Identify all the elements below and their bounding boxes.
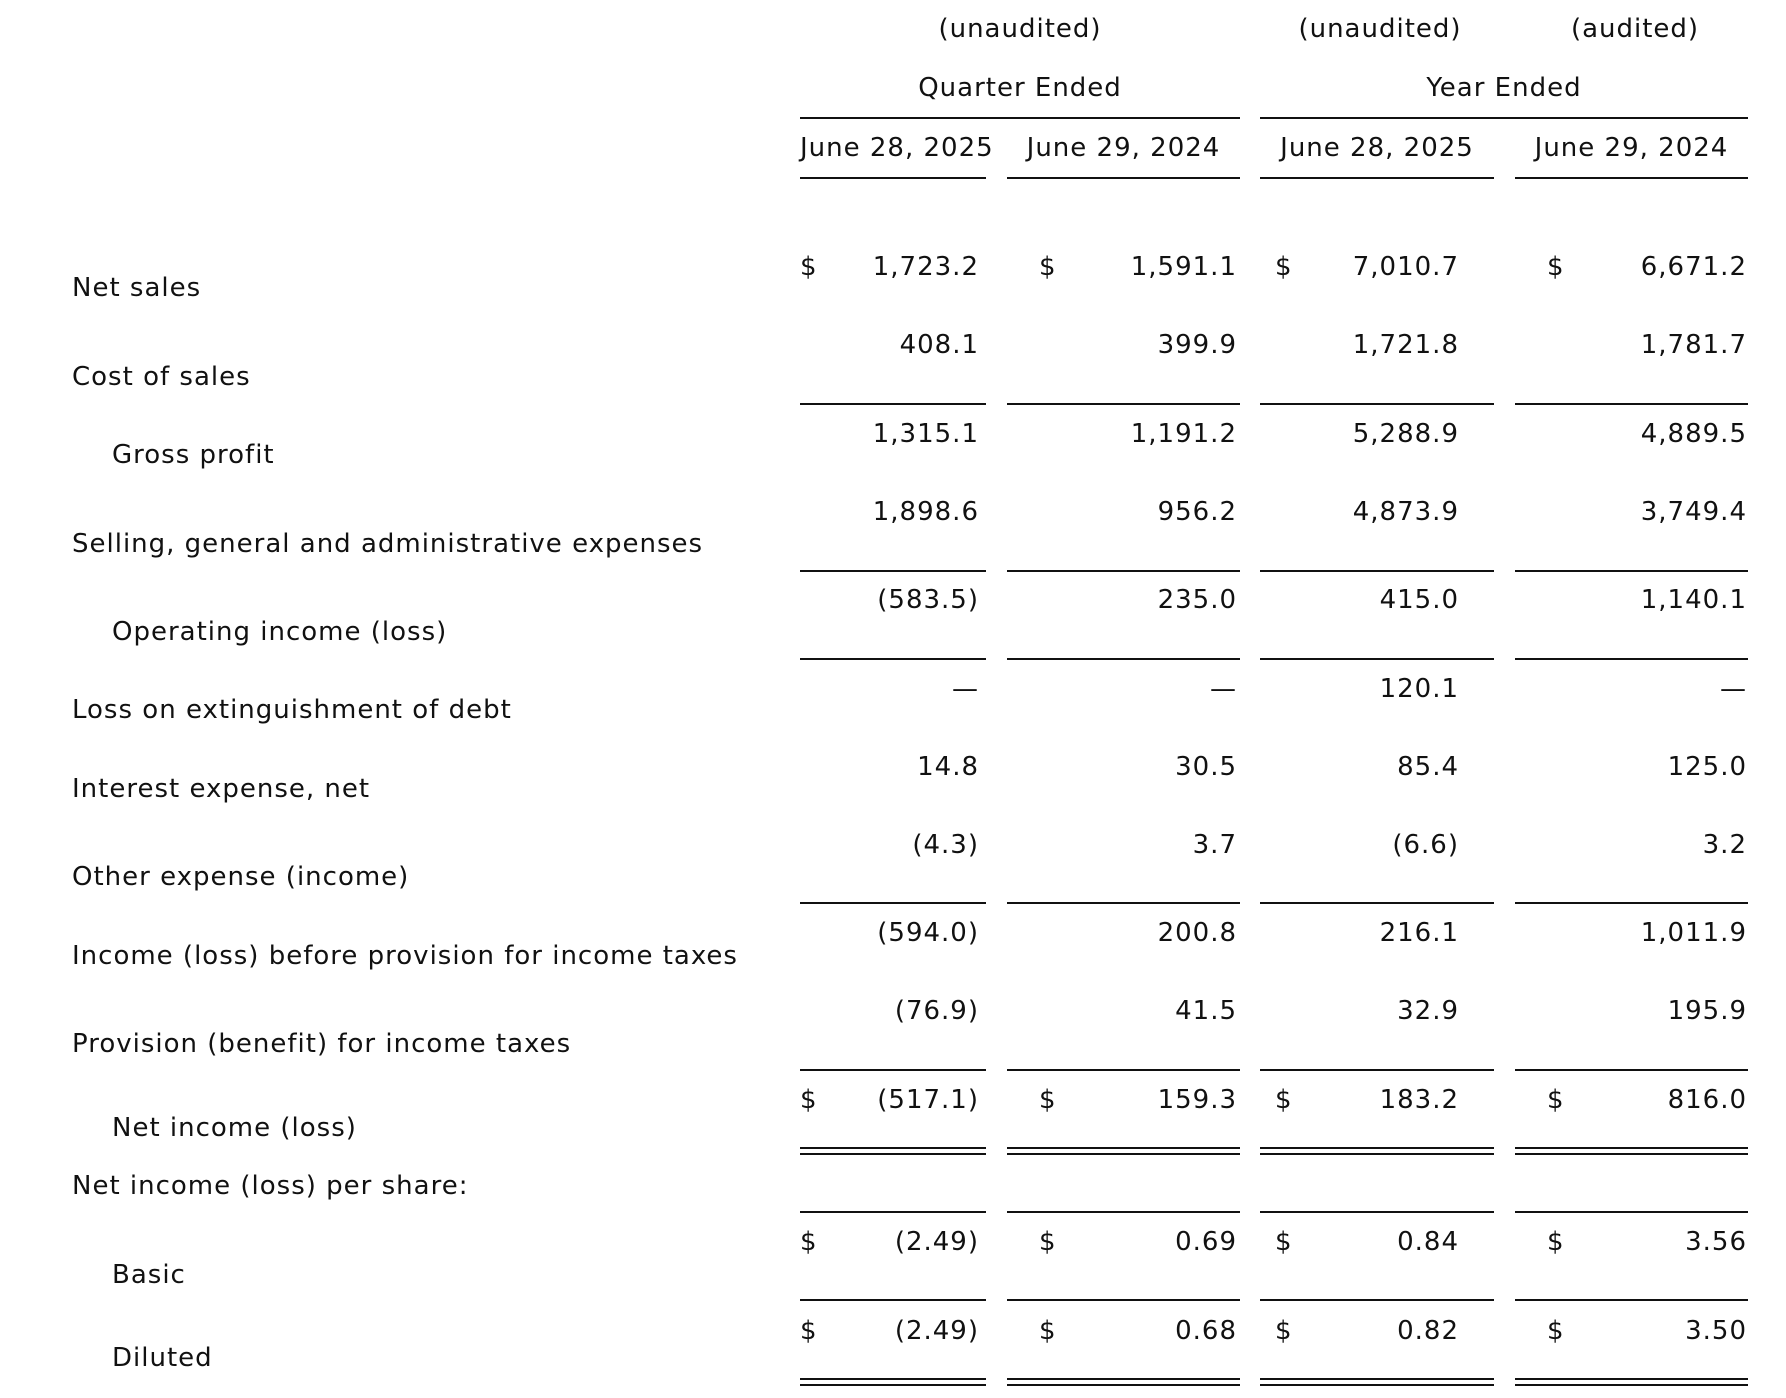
subtotal-rule bbox=[800, 1069, 986, 1071]
table-cell: 4,889.5 bbox=[1640, 419, 1747, 449]
row-label: Net sales bbox=[72, 273, 202, 303]
currency-symbol: $ bbox=[1275, 252, 1293, 282]
subtotal-rule bbox=[1515, 403, 1748, 405]
table-cell: 3.56 bbox=[1685, 1227, 1747, 1257]
total-double-rule bbox=[1260, 1147, 1494, 1155]
currency-symbol: $ bbox=[1547, 1085, 1565, 1115]
table-cell: 4,873.9 bbox=[1352, 497, 1459, 527]
period-group-year: Year Ended bbox=[1426, 73, 1582, 103]
table-cell: 1,140.1 bbox=[1640, 585, 1747, 615]
table-cell: — bbox=[1210, 674, 1237, 704]
total-double-rule bbox=[1007, 1378, 1240, 1386]
table-cell: — bbox=[952, 674, 979, 704]
table-cell: 3.50 bbox=[1685, 1316, 1747, 1346]
period-group-rule bbox=[800, 117, 1240, 119]
table-cell: 816.0 bbox=[1667, 1085, 1747, 1115]
table-cell: 0.68 bbox=[1175, 1316, 1237, 1346]
currency-symbol: $ bbox=[800, 1316, 818, 1346]
row-label: Net income (loss) bbox=[112, 1113, 357, 1143]
currency-symbol: $ bbox=[1275, 1227, 1293, 1257]
section-rule bbox=[1007, 1211, 1240, 1213]
subtotal-rule bbox=[800, 658, 986, 660]
column-header: June 28, 2025 bbox=[800, 133, 994, 163]
table-cell: 125.0 bbox=[1667, 752, 1747, 782]
row-label: Interest expense, net bbox=[72, 774, 371, 804]
row-label: Diluted bbox=[112, 1343, 213, 1373]
table-cell: 3.2 bbox=[1702, 830, 1747, 860]
subtotal-rule bbox=[800, 403, 986, 405]
subtotal-rule bbox=[1007, 902, 1240, 904]
currency-symbol: $ bbox=[1039, 1227, 1057, 1257]
row-label: Basic bbox=[112, 1260, 186, 1290]
table-cell: (6.6) bbox=[1392, 830, 1459, 860]
table-cell: 159.3 bbox=[1157, 1085, 1237, 1115]
table-cell: 1,898.6 bbox=[872, 497, 979, 527]
column-header: June 29, 2024 bbox=[1534, 133, 1729, 163]
table-cell: 3,749.4 bbox=[1640, 497, 1747, 527]
total-double-rule bbox=[1515, 1147, 1748, 1155]
subtotal-rule bbox=[1007, 1299, 1240, 1301]
table-cell: 0.69 bbox=[1175, 1227, 1237, 1257]
table-cell: 956.2 bbox=[1157, 497, 1237, 527]
table-cell: 7,010.7 bbox=[1352, 252, 1459, 282]
table-cell: 1,011.9 bbox=[1640, 918, 1747, 948]
subtotal-rule bbox=[1260, 658, 1494, 660]
row-label: Other expense (income) bbox=[72, 862, 410, 892]
column-header: June 28, 2025 bbox=[1280, 133, 1474, 163]
audit-status-year-2024: (audited) bbox=[1570, 14, 1700, 44]
total-double-rule bbox=[1260, 1378, 1494, 1386]
subtotal-rule bbox=[1260, 570, 1494, 572]
row-label: Cost of sales bbox=[72, 362, 251, 392]
subtotal-rule bbox=[1007, 570, 1240, 572]
table-cell: (2.49) bbox=[894, 1227, 979, 1257]
currency-symbol: $ bbox=[1039, 1316, 1057, 1346]
table-cell: (4.3) bbox=[912, 830, 979, 860]
table-cell: — bbox=[1720, 674, 1747, 704]
currency-symbol: $ bbox=[1547, 252, 1565, 282]
section-rule bbox=[800, 1211, 986, 1213]
table-cell: 200.8 bbox=[1157, 918, 1237, 948]
table-cell: 1,721.8 bbox=[1352, 330, 1459, 360]
table-cell: 1,315.1 bbox=[872, 419, 979, 449]
audit-status-quarter: (unaudited) bbox=[938, 14, 1102, 44]
table-cell: 1,591.1 bbox=[1130, 252, 1237, 282]
total-double-rule bbox=[800, 1378, 986, 1386]
period-group-rule bbox=[1260, 117, 1748, 119]
subtotal-rule bbox=[1515, 1299, 1748, 1301]
table-cell: 1,723.2 bbox=[872, 252, 979, 282]
currency-symbol: $ bbox=[800, 252, 818, 282]
table-cell: 32.9 bbox=[1397, 996, 1459, 1026]
table-cell: 120.1 bbox=[1379, 674, 1459, 704]
table-cell: 1,781.7 bbox=[1640, 330, 1747, 360]
total-double-rule bbox=[800, 1147, 986, 1155]
row-label: Selling, general and administrative expenses bbox=[72, 529, 704, 559]
table-cell: (76.9) bbox=[894, 996, 979, 1026]
row-label: Income (loss) before provision for income taxes bbox=[72, 941, 738, 971]
section-rule bbox=[1260, 1211, 1494, 1213]
column-header: June 29, 2024 bbox=[1026, 133, 1221, 163]
table-cell: 195.9 bbox=[1667, 996, 1747, 1026]
table-cell: 85.4 bbox=[1397, 752, 1459, 782]
row-label: Provision (benefit) for income taxes bbox=[72, 1029, 572, 1059]
table-cell: 216.1 bbox=[1379, 918, 1459, 948]
row-label: Loss on extinguishment of debt bbox=[72, 695, 512, 725]
row-label: Gross profit bbox=[112, 440, 275, 470]
table-cell: (583.5) bbox=[877, 585, 979, 615]
subtotal-rule bbox=[1260, 1299, 1494, 1301]
subtotal-rule bbox=[1515, 902, 1748, 904]
column-header-rule bbox=[1260, 177, 1494, 179]
column-header-rule bbox=[800, 177, 986, 179]
period-group-quarter: Quarter Ended bbox=[918, 73, 1122, 103]
currency-symbol: $ bbox=[1547, 1316, 1565, 1346]
subtotal-rule bbox=[1260, 1069, 1494, 1071]
subtotal-rule bbox=[800, 902, 986, 904]
currency-symbol: $ bbox=[800, 1227, 818, 1257]
table-cell: 30.5 bbox=[1175, 752, 1237, 782]
subtotal-rule bbox=[1007, 658, 1240, 660]
table-cell: 3.7 bbox=[1192, 830, 1237, 860]
table-cell: 5,288.9 bbox=[1352, 419, 1459, 449]
table-cell: (2.49) bbox=[894, 1316, 979, 1346]
table-cell: (517.1) bbox=[877, 1085, 979, 1115]
table-cell: 183.2 bbox=[1379, 1085, 1459, 1115]
subtotal-rule bbox=[800, 1299, 986, 1301]
column-header-rule bbox=[1515, 177, 1748, 179]
subtotal-rule bbox=[1007, 1069, 1240, 1071]
row-label: Operating income (loss) bbox=[112, 617, 448, 647]
subtotal-rule bbox=[1515, 570, 1748, 572]
subtotal-rule bbox=[1260, 902, 1494, 904]
table-cell: 415.0 bbox=[1379, 585, 1459, 615]
currency-symbol: $ bbox=[1275, 1316, 1293, 1346]
subtotal-rule bbox=[1515, 1069, 1748, 1071]
table-cell: 399.9 bbox=[1157, 330, 1237, 360]
table-cell: 0.84 bbox=[1397, 1227, 1459, 1257]
table-cell: 0.82 bbox=[1397, 1316, 1459, 1346]
table-cell: 6,671.2 bbox=[1640, 252, 1747, 282]
table-cell: 235.0 bbox=[1157, 585, 1237, 615]
table-cell: 408.1 bbox=[899, 330, 979, 360]
currency-symbol: $ bbox=[800, 1085, 818, 1115]
subtotal-rule bbox=[1260, 403, 1494, 405]
currency-symbol: $ bbox=[1039, 1085, 1057, 1115]
column-header-rule bbox=[1007, 177, 1240, 179]
table-cell: 1,191.2 bbox=[1130, 419, 1237, 449]
table-cell: 14.8 bbox=[917, 752, 979, 782]
row-label: Net income (loss) per share: bbox=[72, 1171, 469, 1201]
currency-symbol: $ bbox=[1547, 1227, 1565, 1257]
total-double-rule bbox=[1007, 1147, 1240, 1155]
audit-status-year-2025: (unaudited) bbox=[1298, 14, 1462, 44]
table-cell: (594.0) bbox=[877, 918, 979, 948]
currency-symbol: $ bbox=[1275, 1085, 1293, 1115]
subtotal-rule bbox=[800, 570, 986, 572]
section-rule bbox=[1515, 1211, 1748, 1213]
total-double-rule bbox=[1515, 1378, 1748, 1386]
subtotal-rule bbox=[1515, 658, 1748, 660]
currency-symbol: $ bbox=[1039, 252, 1057, 282]
table-cell: 41.5 bbox=[1175, 996, 1237, 1026]
subtotal-rule bbox=[1007, 403, 1240, 405]
